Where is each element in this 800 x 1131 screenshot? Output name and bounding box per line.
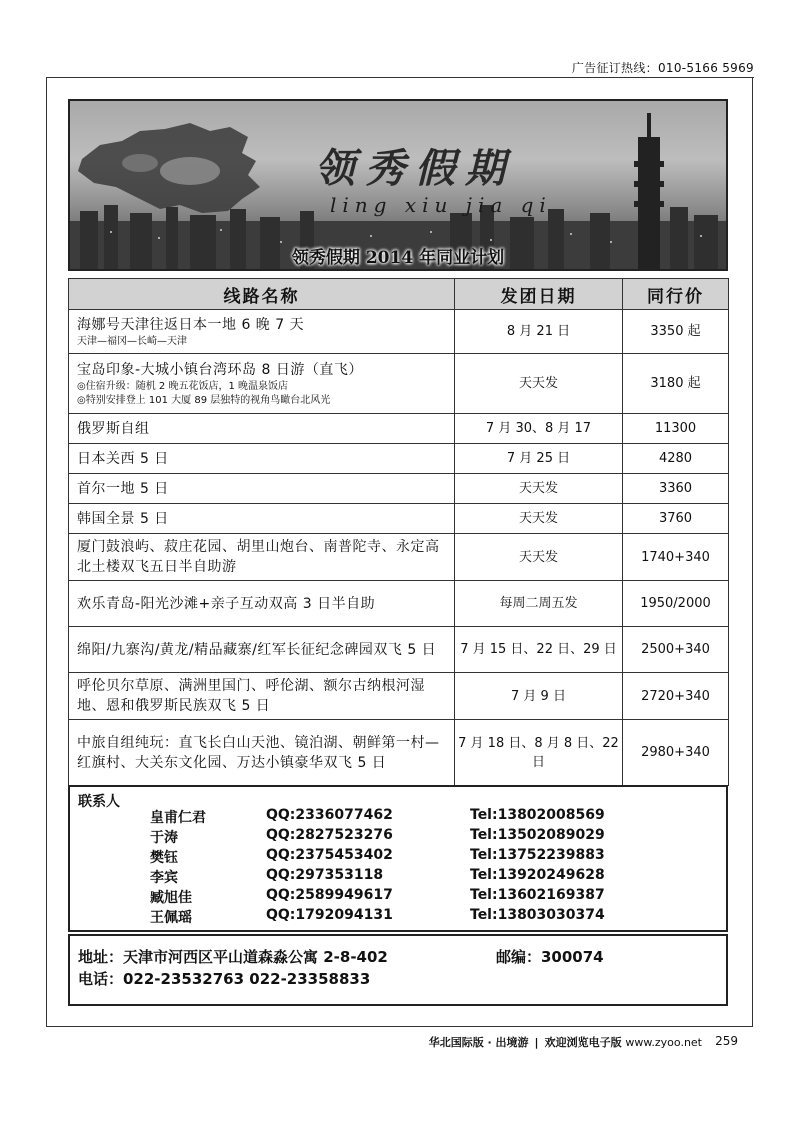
contacts-box — [68, 785, 728, 932]
route-name: 宝岛印象-大城小镇台湾环岛 8 日游（直飞） — [77, 361, 363, 378]
contact-tel: Tel:13752239883 — [470, 847, 605, 863]
contact-name: 王佩瑶 — [150, 910, 192, 926]
table-row — [69, 474, 729, 504]
contact-name: 臧旭佳 — [150, 890, 192, 906]
date-cell: 天天发 — [455, 504, 623, 534]
route-cell: 欢乐青岛-阳光沙滩+亲子互动双高 3 日半自助 — [69, 581, 455, 627]
price-cell: 4280 — [623, 444, 729, 474]
column-header-route: 线路名称 — [69, 279, 455, 310]
brand-logo-text: 领秀假期 — [315, 145, 515, 192]
price-cell: 11300 — [623, 414, 729, 444]
contact-name: 于涛 — [150, 830, 178, 846]
contact-name: 皇甫仁君 — [150, 810, 206, 826]
table-row — [69, 414, 729, 444]
route-cell: 俄罗斯自组 — [69, 414, 455, 444]
contacts-label: 联系人 — [78, 794, 120, 810]
date-cell: 天天发 — [455, 534, 623, 581]
contact-tel: Tel:13502089029 — [470, 827, 605, 843]
route-cell: 厦门鼓浪屿、菽庄花园、胡里山炮台、南普陀寺、永定高北土楼双飞五日半自助游 — [69, 534, 455, 581]
footer-edition: 华北国际版 · 出境游 — [428, 1036, 529, 1049]
route-cell: 绵阳/九寨沟/黄龙/精品藏寨/红军长征纪念碑园双飞 5 日 — [69, 627, 455, 673]
route-cell: 中旅自组纯玩：直飞长白山天池、镜泊湖、朝鲜第一村—红旗村、大关东文化园、万达小镇豪华双飞 5 日 — [69, 720, 455, 786]
footer-welcome: 欢迎浏览电子版 — [544, 1036, 622, 1049]
price-cell: 3350 起 — [623, 310, 729, 354]
footer-text: 华北国际版 · 出境游 | 欢迎浏览电子版 www.zyoo.net — [428, 1036, 702, 1049]
footer-site-link[interactable]: www.zyoo.net — [625, 1036, 702, 1049]
price-cell: 3760 — [623, 504, 729, 534]
route-name: 海娜号天津往返日本一地 6 晚 7 天 — [77, 316, 305, 333]
zip-code: 邮编：300074 — [496, 948, 604, 966]
price-cell: 3360 — [623, 474, 729, 504]
table-row — [69, 534, 729, 581]
route-cell: 韩国全景 5 日 — [69, 504, 455, 534]
plan-title: 领秀假期 2014 年同业计划 — [291, 248, 505, 268]
table-row — [69, 581, 729, 627]
route-note: 天津—福冈—长崎—天津 — [77, 335, 187, 347]
route-cell — [69, 354, 455, 414]
contact-qq: QQ:2336077462 — [266, 807, 393, 823]
contact-name: 樊钰 — [150, 850, 178, 866]
date-cell: 7 月 30、8 月 17 — [455, 414, 623, 444]
route-cell: 呼伦贝尔草原、满洲里国门、呼伦湖、额尔古纳根河湿地、恩和俄罗斯民族双飞 5 日 — [69, 673, 455, 720]
table-row — [69, 720, 729, 786]
date-cell: 7 月 25 日 — [455, 444, 623, 474]
route-cell — [69, 310, 455, 354]
banner — [68, 99, 728, 271]
price-cell: 1740+340 — [623, 534, 729, 581]
table-row — [69, 504, 729, 534]
contact-tel: Tel:13802008569 — [470, 807, 605, 823]
column-header-price: 同行价 — [623, 279, 729, 310]
contact-tel: Tel:13920249628 — [470, 867, 605, 883]
contact-qq: QQ:2827523276 — [266, 827, 393, 843]
route-cell: 日本关西 5 日 — [69, 444, 455, 474]
route-note: ◎特别安排登上 101 大厦 89 层独特的视角鸟瞰台北风光 — [77, 394, 331, 406]
route-cell: 首尔一地 5 日 — [69, 474, 455, 504]
date-cell: 每周二周五发 — [455, 581, 623, 627]
route-price-table — [68, 278, 729, 786]
brand-pinyin: ling xiu jia qi — [330, 193, 552, 217]
contact-qq: QQ:297353118 — [266, 867, 384, 883]
ad-hotline: 广告征订热线：010-5166 5969 — [571, 61, 754, 75]
price-cell: 2720+340 — [623, 673, 729, 720]
price-cell: 2980+340 — [623, 720, 729, 786]
price-cell: 1950/2000 — [623, 581, 729, 627]
contact-qq: QQ:2375453402 — [266, 847, 393, 863]
price-cell: 3180 起 — [623, 354, 729, 414]
price-cell: 2500+340 — [623, 627, 729, 673]
date-cell: 天天发 — [455, 474, 623, 504]
date-cell: 7 月 18 日、8 月 8 日、22 日 — [455, 720, 623, 786]
contact-name: 李宾 — [150, 870, 178, 886]
address-line: 地址：天津市河西区平山道森淼公寓 2-8-402 — [78, 948, 388, 966]
table-row — [69, 673, 729, 720]
date-cell: 天天发 — [455, 354, 623, 414]
column-header-date: 发团日期 — [455, 279, 623, 310]
date-cell: 7 月 9 日 — [455, 673, 623, 720]
table-row — [69, 310, 729, 354]
contact-tel: Tel:13602169387 — [470, 887, 605, 903]
table-header-row — [69, 279, 729, 310]
contact-qq: QQ:2589949617 — [266, 887, 393, 903]
route-note: ◎住宿升级：随机 2 晚五花饭店，1 晚温泉饭店 — [77, 380, 288, 392]
phone-line: 电话：022-23532763 022-23358833 — [78, 970, 371, 988]
contact-tel: Tel:13803030374 — [470, 907, 605, 923]
table-row — [69, 444, 729, 474]
table-row — [69, 354, 729, 414]
date-cell: 8 月 21 日 — [455, 310, 623, 354]
contact-qq: QQ:1792094131 — [266, 907, 393, 923]
date-cell: 7 月 15 日、22 日、29 日 — [455, 627, 623, 673]
address-box — [68, 934, 728, 1006]
table-row — [69, 627, 729, 673]
page-number: 259 — [715, 1034, 738, 1048]
